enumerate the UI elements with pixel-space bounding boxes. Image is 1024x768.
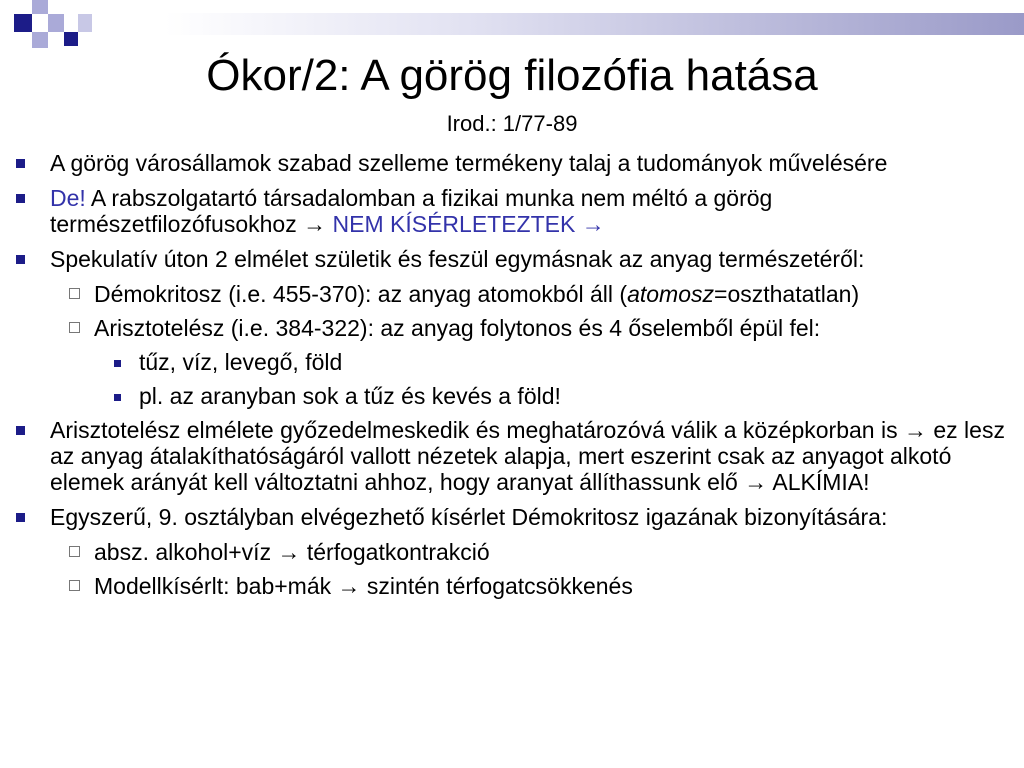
list-item-text: A görög városállamok szabad szelleme termékeny talaj a tudományok művelésére (50, 150, 888, 176)
deco-square-light (32, 32, 48, 48)
deco-square-light (32, 0, 48, 14)
list-item (16, 246, 1016, 272)
square-bullet-icon (16, 159, 25, 168)
square-bullet-icon (114, 360, 121, 367)
list-item (16, 150, 1016, 176)
list-item-text: Arisztotelész (i.e. 384-322): az anyag folytonos és 4 őselemből épül fel: (94, 315, 821, 341)
deco-square-dark (14, 14, 32, 32)
hollow-square-bullet-icon (69, 322, 80, 333)
deco-square-dark (64, 32, 78, 46)
list-item-text: Egyszerű, 9. osztályban elvégezhető kísérlet Démokritosz igazának bizonyítására: (50, 504, 888, 530)
italic-term: atomosz (627, 281, 715, 307)
list-item-text: Arisztotelész elmélete győzedelmeskedik és meghatározóvá válik a középkorban is → ez lesz az anyag átalakíthatóságáról vallott nézetek alapja, mert eszerint csak az anyagot alkotó elemek arányát kell változtatni ahhoz, hogy aranyat állíthassunk elő → ALKÍMIA! (50, 417, 1005, 495)
sub-list-item (16, 315, 1016, 341)
deco-stripe (165, 13, 1024, 35)
list-item-text: Modellkísérlt: bab+mák → szintén térfogatcsökkenés (94, 573, 633, 599)
square-bullet-icon (114, 394, 121, 401)
slide-content (16, 150, 1016, 607)
list-item (16, 504, 1016, 530)
highlight-text: De! (50, 185, 86, 211)
header-decoration (0, 0, 1024, 50)
slide-subtitle: Irod.: 1/77-89 (446, 111, 578, 136)
highlight-text: NEM KÍSÉRLETEZTEK → (332, 211, 605, 237)
hollow-square-bullet-icon (69, 580, 80, 591)
deco-square-light (78, 14, 92, 32)
square-bullet-icon (16, 194, 25, 203)
list-item-text: tűz, víz, levegő, föld (139, 349, 343, 375)
list-item-text: A rabszolgatartó társadalomban a fizikai munka nem méltó a görög természetfilozófusokhoz → (50, 185, 773, 237)
sub-list-item (16, 573, 1016, 599)
sub-sub-list-item (16, 349, 1016, 375)
list-item-text: =oszthatatlan) (714, 281, 860, 307)
list-item (16, 185, 1016, 237)
sub-list-item (16, 281, 1016, 307)
list-item (16, 417, 1016, 495)
hollow-square-bullet-icon (69, 288, 80, 299)
sub-list-item (16, 539, 1016, 565)
hollow-square-bullet-icon (69, 546, 80, 557)
list-item-text: Spekulatív úton 2 elmélet születik és feszül egymásnak az anyag természetéről: (50, 246, 865, 272)
square-bullet-icon (16, 426, 25, 435)
slide-title: Ókor/2: A görög filozófia hatása (206, 51, 818, 100)
sub-sub-list-item (16, 383, 1016, 409)
deco-square-light (48, 14, 64, 32)
square-bullet-icon (16, 255, 25, 264)
list-item-text: Démokritosz (i.e. 455-370): az anyag atomokból áll ( (94, 281, 628, 307)
list-item-text: absz. alkohol+víz → térfogatkontrakció (94, 539, 490, 565)
square-bullet-icon (16, 513, 25, 522)
list-item-text: pl. az aranyban sok a tűz és kevés a föld! (139, 383, 561, 409)
